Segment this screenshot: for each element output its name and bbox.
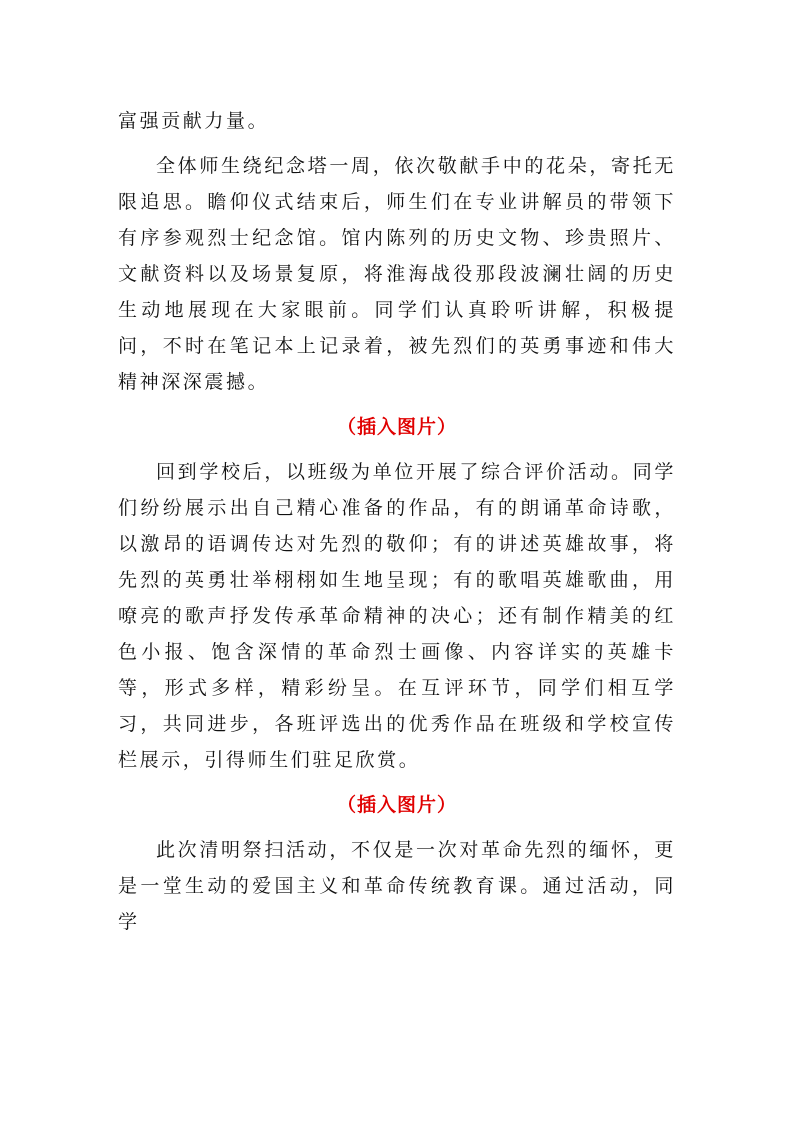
insert-image-placeholder: （插入图片） bbox=[336, 416, 457, 438]
paragraph-gap bbox=[118, 139, 676, 148]
paragraph-conclusion: 此次清明祭扫活动，不仅是一次对革命先烈的缅怀，更是一堂生动的爱国主义和革命传统教育课。通过活动，同学 bbox=[118, 839, 676, 933]
paragraph-gap bbox=[118, 445, 676, 454]
document-body bbox=[118, 103, 676, 940]
paragraph-class-evaluation: 回到学校后，以班级为单位开展了综合评价活动。同学们纷纷展示出自己精心准备的作品，有的朗诵革命诗歌，以激昂的语调传达对先烈的敬仰；有的讲述英雄故事，将先烈的英勇壮举栩栩如生地呈现；有的歌唱英雄歌曲，用嘹亮的歌声抒发传承革命精神的决心；还有制作精美的红色小报、饱含深情的革命烈士画像、内容详实的英雄卡等，形式多样，精彩纷呈。在互评环节，同学们相互学习，共同进步，各班评选出的优秀作品在班级和学校宣传栏展示，引得师生们驻足欣赏。 bbox=[118, 461, 676, 771]
paragraph-gap bbox=[118, 778, 676, 787]
insert-image-placeholder: （插入图片） bbox=[336, 794, 457, 816]
paragraph-continuation: 富强贡献力量。 bbox=[118, 110, 270, 132]
paragraph-gap bbox=[118, 400, 676, 409]
paragraph-gap bbox=[118, 823, 676, 832]
paragraph-memorial-visit: 全体师生绕纪念塔一周，依次敬献手中的花朵，寄托无限追思。瞻仰仪式结束后，师生们在专业讲解员的带领下有序参观烈士纪念馆。馆内陈列的历史文物、珍贵照片、文献资料以及场景复原，将淮海战役那段波澜壮阔的历史生动地展现在大家眼前。同学们认真聆听讲解，积极提问，不时在笔记本上记录着，被先烈们的英勇事迹和伟大精神深深震撼。 bbox=[118, 155, 676, 393]
